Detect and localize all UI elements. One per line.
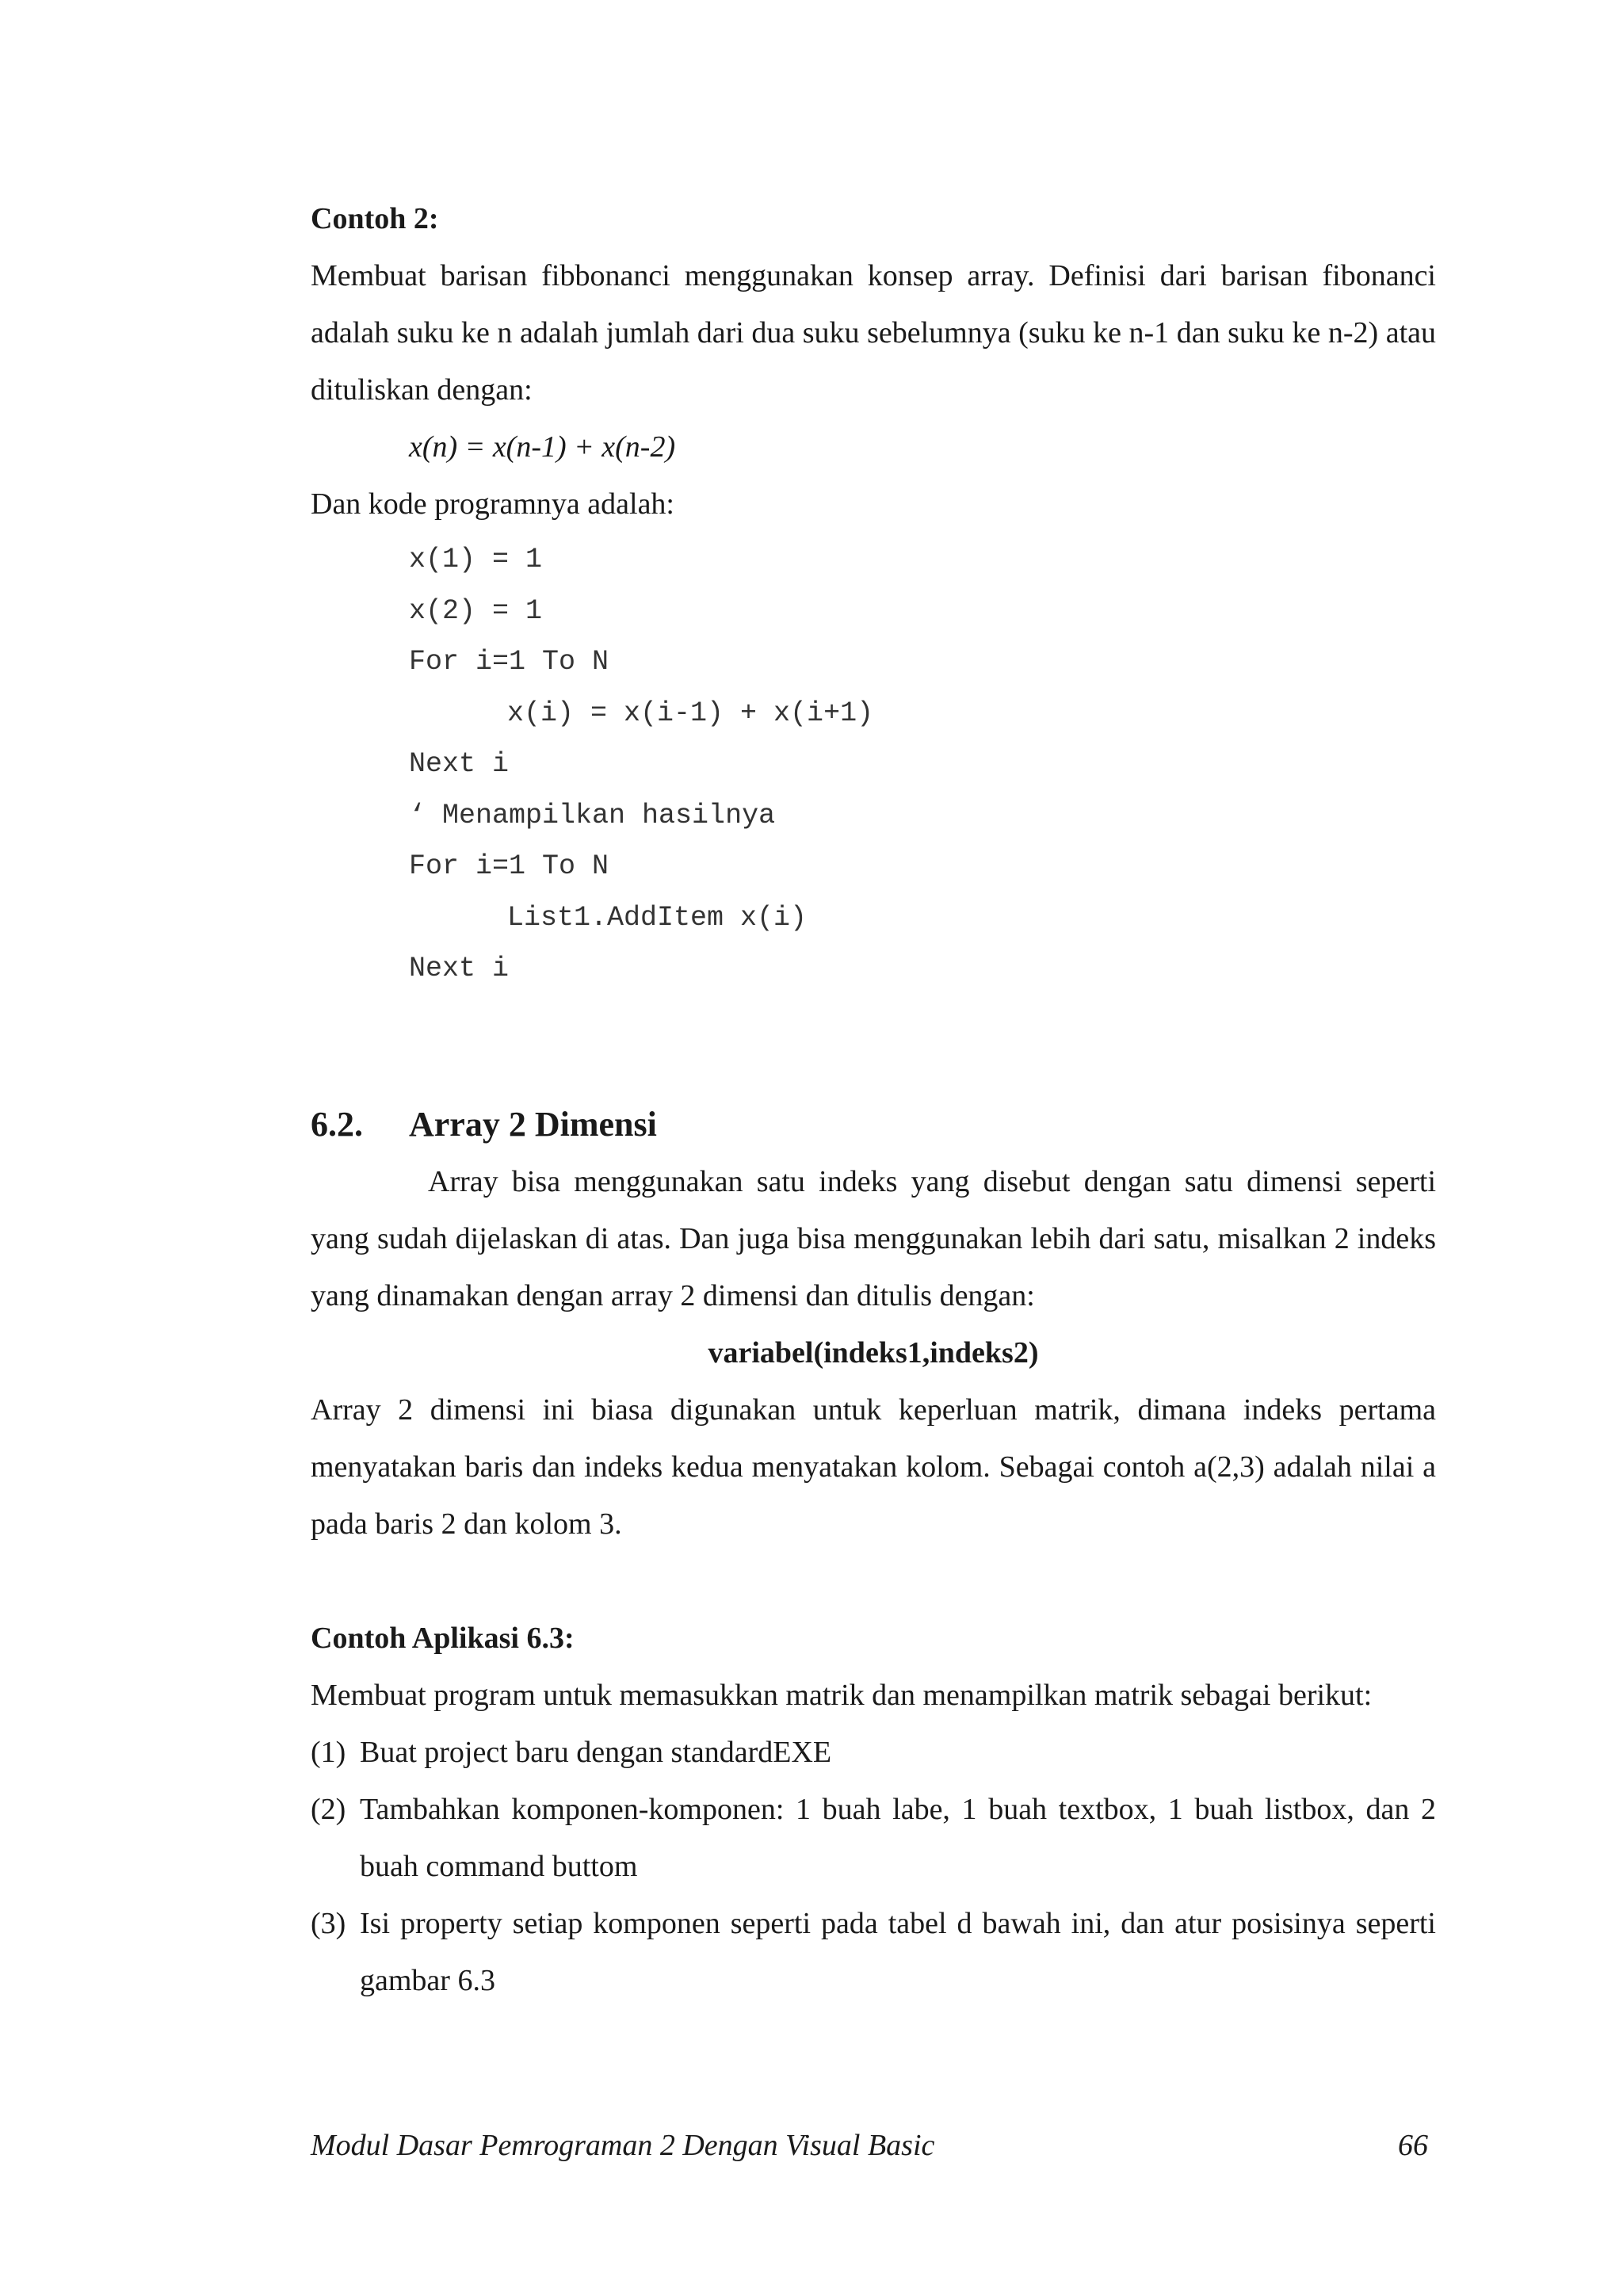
fibonacci-formula: x(n) = x(n-1) + x(n-2) xyxy=(409,430,676,464)
page-footer xyxy=(311,2126,1428,2165)
section-paragraph-1: Array bisa menggunakan satu indeks yang disebut dengan satu dimensi seperti yang sudah dijelaskan di atas. Dan juga bisa menggunakan lebih dari satu, misalkan 2 indeks yang dinamakan dengan array 2 dimensi dan ditulis dengan: xyxy=(311,1164,1436,1312)
code-line: List1.AddItem x(i) xyxy=(507,901,808,934)
code-line: Next i xyxy=(409,748,510,780)
list-text: Tambahkan komponen-komponen: 1 buah labe, 1 buah textbox, 1 buah listbox, dan 2 buah command buttom xyxy=(360,1792,1436,1883)
list-item xyxy=(311,1895,1436,2009)
app-example-intro: Membuat program untuk memasukkan matrik dan menampilkan matrik sebagai berikut: xyxy=(311,1678,1373,1712)
section-number: 6.2. xyxy=(311,1104,363,1144)
app-example-title: Contoh Aplikasi 6.3: xyxy=(311,1621,575,1655)
section-title: Array 2 Dimensi xyxy=(409,1104,657,1144)
page-content xyxy=(311,190,1436,2009)
code-line: x(2) = 1 xyxy=(409,594,543,627)
list-item xyxy=(311,1724,1436,1781)
code-line: x(i) = x(i-1) + x(i+1) xyxy=(507,697,874,729)
code-block xyxy=(311,534,1436,995)
section-paragraph-2: Array 2 dimensi ini biasa digunakan untuk keperluan matrik, dimana indeks pertama menyatakan baris dan indeks kedua menyatakan kolom. Sebagai contoh a(2,3) adalah nilai a pada baris 2 dan kolom 3. xyxy=(311,1392,1436,1541)
section-heading xyxy=(311,1096,1436,1153)
list-marker: (3) xyxy=(311,1906,346,1940)
list-text: Isi property setiap komponen seperti pada tabel d bawah ini, dan atur posisinya seperti gambar 6.3 xyxy=(360,1906,1436,1997)
list-item xyxy=(311,1781,1436,1895)
code-intro: Dan kode programnya adalah: xyxy=(311,487,674,521)
list-text: Buat project baru dengan standardEXE xyxy=(360,1735,832,1769)
list-marker: (1) xyxy=(311,1735,346,1769)
code-line: Next i xyxy=(409,953,510,984)
example-2-intro: Membuat barisan fibbonanci menggunakan konsep array. Definisi dari barisan fibonanci adalah suku ke n adalah jumlah dari dua suku sebelumnya (suku ke n-1 dan suku ke n-2) atau dituliskan dengan: xyxy=(311,259,1436,407)
page-number: 66 xyxy=(1398,2129,1428,2162)
code-line: For i=1 To N xyxy=(409,850,609,882)
list-marker: (2) xyxy=(311,1792,346,1826)
array-syntax: variabel(indeks1,indeks2) xyxy=(708,1335,1039,1370)
code-line: x(1) = 1 xyxy=(409,544,543,575)
footer-title: Modul Dasar Pemrograman 2 Dengan Visual Basic xyxy=(311,2129,935,2162)
code-line: For i=1 To N xyxy=(409,646,609,678)
code-comment-line: ‘ Menampilkan hasilnya xyxy=(409,799,776,831)
example-2-title: Contoh 2: xyxy=(311,202,439,235)
